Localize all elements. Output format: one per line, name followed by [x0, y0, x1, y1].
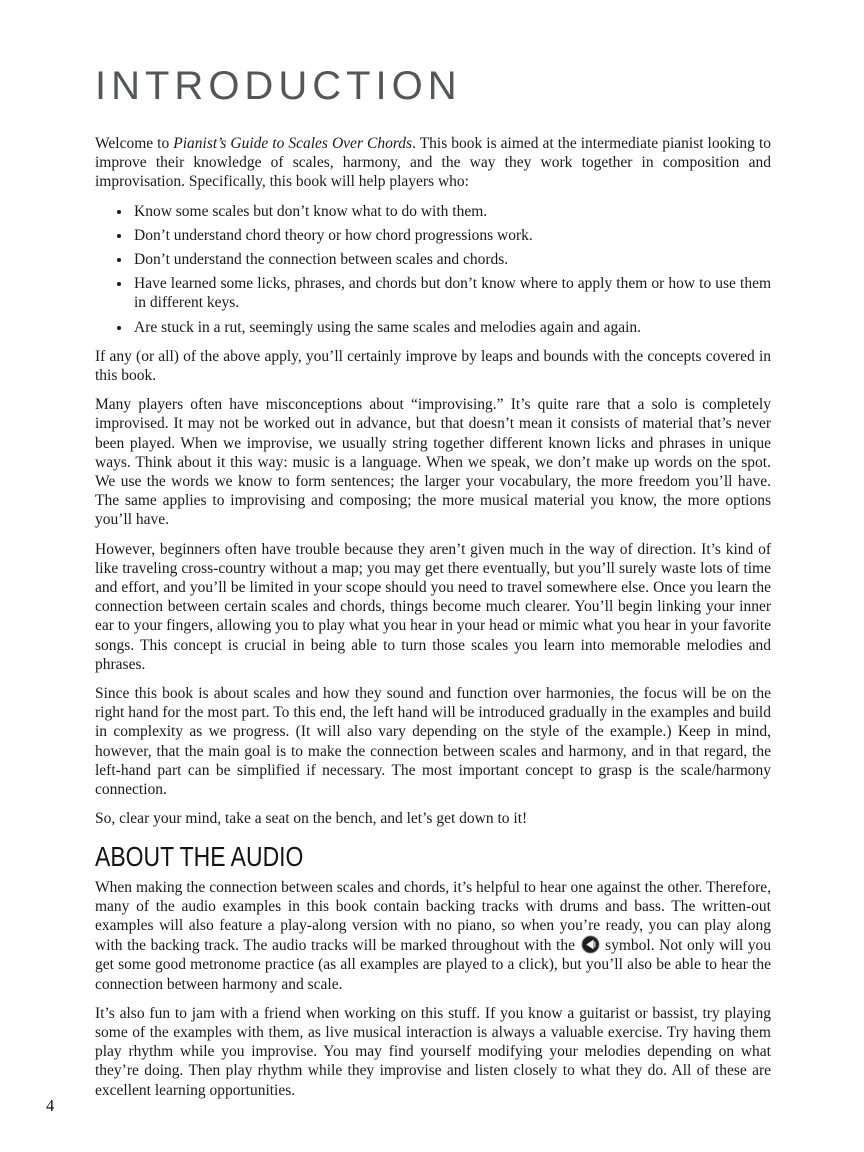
audio-paragraph-1 [95, 878, 771, 994]
list-item: • Don’t understand the connection between scales and chords. [132, 250, 771, 269]
player-issues-list [95, 202, 771, 337]
paragraph-many-players: Many players often have misconceptions about “improvising.” It’s quite rare that a solo is completely improvised. It may not be worked out in advance, but that doesn’t mean it consists of material that’s never been played. When we improvise, we usually string together different known licks and phrases in unique ways. Think about it this way: music is a language. When we speak, we don’t make up words on the spot. We use the words we know to form sentences; the larger your vocabulary, the more freedom you’ll have. The same applies to improvising and composing; the more musical material you know, the more options you’ll have. [95, 396, 771, 529]
audio-text-post: symbol. Not only will you get some good metronome practice (as all examples are played to a click), but you’ll also be able to hear the connection between harmony and scale. [95, 937, 771, 993]
paragraph-if-any: If any (or all) of the above apply, you’ll certainly improve by leaps and bounds with the concepts covered in this book. [95, 347, 771, 385]
list-item: • Have learned some licks, phrases, and chords but don’t know where to apply them or how to use them in different keys. [132, 274, 771, 312]
section-heading-about-the-audio: ABOUT THE AUDIO [95, 840, 304, 872]
intro-paragraph-welcome [95, 134, 771, 192]
list-item: • Know some scales but don’t know what to do with them. [132, 202, 771, 221]
book-title-italic: Pianist’s Guide to Scales Over Chords [173, 135, 413, 152]
welcome-text-pre: Welcome to [95, 135, 174, 152]
paragraph-however: However, beginners often have trouble because they aren’t given much in the way of direction. It’s kind of like traveling cross-country without a map; you may get there eventually, but you’ll surely waste lots of time and effort, and you’ll be limited in your scope should you need to travel somewhere else. Once you learn the connection between certain scales and chords, things become much clearer. You’ll begin linking your inner ear to your fingers, allowing you to play what you hear in your head or mimic what you hear in your favorite songs. This concept is crucial in being able to turn those scales you learn into memorable melodies and phrases. [95, 540, 771, 673]
audio-text-pre: When making the connection between scales and chords, it’s helpful to hear one against the other. Therefore, many of the audio examples in this book contain backing tracks with drums and bass. The written-out examples will also feature a play-along version with no piano, so when you’re ready, you can play along with the backing track. The audio tracks will be marked throughout with the [95, 878, 771, 955]
paragraph-since: Since this book is about scales and how they sound and function over harmonies, the focus will be on the right hand for the most part. To this end, the left hand will be introduced gradually in the examples and build in complexity as we progress. (It will also vary depending on the style of the example.) Keep in mind, however, that the main goal is to make the connection between scales and harmony, and in that regard, the left-hand part can be simplified if necessary. The most important concept to grasp is the scale/harmony connection. [95, 685, 771, 799]
list-item: • Don’t understand chord theory or how chord progressions work. [132, 226, 771, 245]
chapter-title: INTRODUCTION [95, 64, 462, 108]
speaker-audio-icon [581, 935, 600, 954]
audio-paragraph-2: It’s also fun to jam with a friend when working on this stuff. If you know a guitarist or bassist, try playing some of the examples with them, as live musical interaction is always a valuable exercise. Try having them play rhythm while you improvise. You may find yourself modifying your melodies depending on what they’re doing. Then play rhythm while they improvise and listen closely to what they do. All of these are excellent learning opportunities. [95, 1004, 771, 1099]
list-item: • Are stuck in a rut, seemingly using the same scales and melodies again and again. [132, 318, 771, 337]
welcome-text-post: . This book is aimed at the intermediate pianist looking to improve their knowledge of scales, harmony, and the way they work together in composition and improvisation. Specifically, this book will help players who: [95, 135, 771, 191]
paragraph-so-clear: So, clear your mind, take a seat on the bench, and let’s get down to it! [95, 810, 528, 828]
page-number: 4 [46, 1096, 55, 1115]
page-content [95, 66, 771, 1110]
